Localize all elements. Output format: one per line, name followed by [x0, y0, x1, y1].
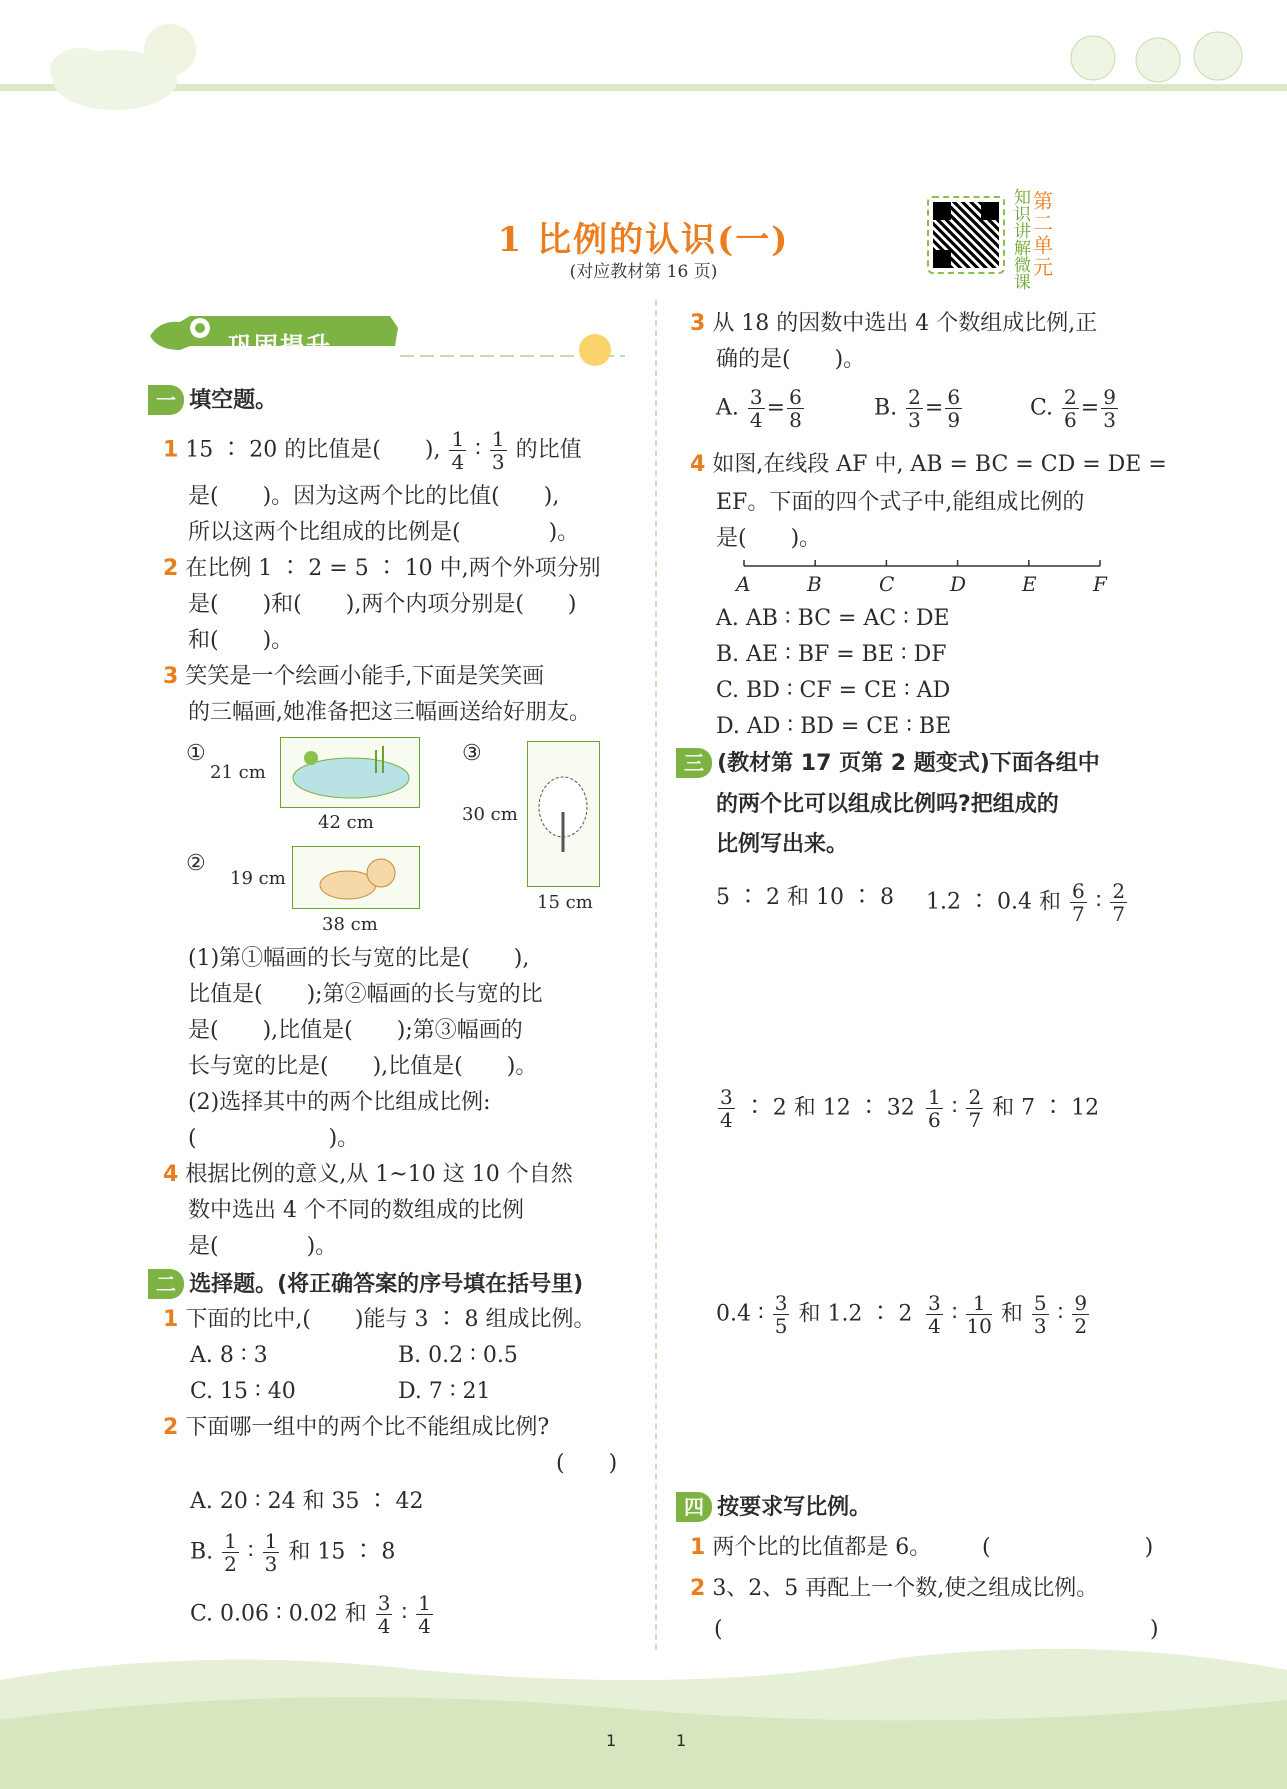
s2-q3-optA[interactable]: A. $\frac{3}{4}$ = $\frac{6}{8}$: [716, 385, 802, 432]
s3-row1-b: 1.2 ∶ 0.4 和 $\frac{6}{7}$ ∶ $\frac{2}{7}$: [926, 879, 1126, 926]
section-4-heading: [676, 1490, 871, 1522]
s1-q1-line3: 所以这两个比组成的比例是( )。: [188, 520, 580, 545]
section-tag: 二: [148, 1269, 184, 1299]
animals-decoration: [1058, 26, 1258, 86]
s2-q4-optC[interactable]: C. BD ∶ CF = CE ∶ AD: [716, 678, 951, 703]
section-3-heading: [676, 746, 1100, 778]
point-label: B: [807, 572, 822, 596]
point-label: E: [1022, 572, 1037, 596]
s2-q4-line2: EF。下面的四个式子中,能组成比例的: [716, 490, 1085, 515]
tree-picture: [527, 741, 600, 887]
s1-q3-ans4: 长与宽的比是( ),比值是( )。: [188, 1054, 538, 1079]
segment-labels: [730, 572, 1110, 598]
s2-q4-optB[interactable]: B. AE ∶ BF = BE ∶ DF: [716, 642, 947, 667]
s2-q3-line1: 3 从 18 的因数中选出 4 个数组成比例,正: [690, 311, 1098, 336]
s4-q2: 2 3、2、5 再配上一个数,使之组成比例。: [690, 1576, 1099, 1601]
sun-cloud-decoration: [20, 10, 220, 120]
section-1-heading: [148, 383, 277, 415]
section-title: 选择题。(将正确答案的序号填在括号里): [189, 1272, 584, 1297]
qr-caption: 知 识 讲 解 微 课 第 二 单 元: [1014, 188, 1053, 293]
s4-q2-paren-close: ): [1150, 1617, 1159, 1642]
banner-label: 巩固提升: [228, 332, 332, 360]
pic3-mark: ③: [462, 741, 482, 766]
s1-q1-line1: 1 15 ∶ 20 的比值是( ), $\frac{1}{4}$ ∶ $\frac{1}{3}$ 的比值: [163, 427, 582, 474]
s3-line2: 的两个比可以组成比例吗?把组成的: [716, 792, 1059, 817]
s1-q2-line3: 和( )。: [188, 628, 294, 653]
s2-q4-optD[interactable]: D. AD ∶ BD = CE ∶ BE: [716, 714, 952, 739]
s2-q3-optB[interactable]: B. $\frac{2}{3}$ = $\frac{6}{9}$: [874, 385, 961, 432]
s1-q3-ans1: (1)第①幅画的长与宽的比是( ),: [188, 946, 530, 971]
section-tag: 一: [148, 385, 184, 415]
section-title: 按要求写比例。: [717, 1495, 872, 1520]
pic1-height: 21 cm: [210, 762, 266, 783]
section-tag: 四: [676, 1492, 712, 1522]
s3-row3-b: $\frac{3}{4}$ ∶ $\frac{1}{10}$ 和 $\frac{5}{3}$ ∶ $\frac{9}{2}$: [928, 1291, 1088, 1338]
pic3-height: 30 cm: [462, 804, 518, 825]
s2-q4-line1: 4 如图,在线段 AF 中, AB = BC = CD = DE =: [690, 452, 1167, 477]
pic1-mark: ①: [186, 741, 206, 766]
s1-q4-line2: 数中选出 4 个不同的数组成的比例: [188, 1198, 524, 1223]
fraction: $\frac{1}{4}$: [451, 427, 465, 474]
point-label: D: [950, 572, 967, 596]
s1-q3-ans2: 比值是( );第②幅画的长与宽的比: [188, 982, 543, 1007]
dog-picture: [292, 846, 420, 909]
s2-q1-line1: 1 下面的比中,( )能与 3 ∶ 8 组成比例。: [163, 1307, 596, 1332]
s4-q1-paren: ( ): [982, 1535, 1154, 1560]
s1-q3-ans3: 是( ),比值是( );第③幅画的: [188, 1018, 523, 1043]
pond-frog-picture: [280, 737, 420, 808]
bottom-hills-decoration: [0, 1640, 1287, 1789]
section-2-heading: [148, 1267, 583, 1299]
s2-q3-line2: 确的是( )。: [716, 347, 866, 372]
s2-q2-optB[interactable]: B. $\frac{1}{2}$ ∶ $\frac{1}{3}$ 和 15 ∶ 8: [190, 1529, 396, 1576]
fraction: $\frac{1}{3}$: [491, 427, 505, 474]
s2-q3-optC[interactable]: C. $\frac{2}{6}$ = $\frac{9}{3}$: [1030, 385, 1116, 432]
s2-q1-optD[interactable]: D. 7 ∶ 21: [398, 1379, 491, 1404]
s3-row1-a: 5 ∶ 2 和 10 ∶ 8: [716, 885, 894, 910]
point-label: F: [1093, 572, 1107, 596]
point-label: A: [736, 572, 751, 596]
s1-q4-line3: 是( )。: [188, 1234, 338, 1259]
s1-q1-line2: 是( )。因为这两个比的比值( ),: [188, 484, 560, 509]
s4-q1: 1 两个比的比值都是 6。: [690, 1535, 932, 1560]
section-title: (教材第 17 页第 2 题变式)下面各组中: [717, 751, 1100, 776]
s2-q2-optC[interactable]: C. 0.06 ∶ 0.02 和 $\frac{3}{4}$ ∶ $\frac{1}{4}$: [190, 1591, 431, 1638]
s2-q1-optA[interactable]: A. 8 ∶ 3: [190, 1343, 268, 1368]
s1-q3-ans5: (2)选择其中的两个比组成比例:: [188, 1090, 491, 1115]
s2-q2-paren: ( ): [556, 1451, 618, 1476]
section-tag: 三: [676, 748, 712, 778]
s1-q4-line1: 4 根据比例的意义,从 1~10 这 10 个自然: [163, 1162, 573, 1187]
page-subtitle: (对应教材第 16 页): [569, 262, 718, 282]
pic3-width: 15 cm: [537, 892, 593, 913]
s1-q2-line1: 2 在比例 1 ∶ 2 = 5 ∶ 10 中,两个外项分别: [163, 556, 601, 581]
page-title: 1 比例的认识(一): [497, 220, 790, 260]
point-label: C: [879, 572, 895, 596]
page-number-left: 1: [606, 1731, 617, 1750]
s3-line3: 比例写出来。: [716, 832, 849, 857]
s2-q1-optB[interactable]: B. 0.2 ∶ 0.5: [398, 1343, 518, 1368]
s1-q3-line2: 的三幅画,她准备把这三幅画送给好朋友。: [188, 700, 591, 725]
s2-q2-line1: 2 下面哪一组中的两个比不能组成比例?: [163, 1415, 550, 1440]
pic2-height: 19 cm: [230, 868, 286, 889]
column-divider: [655, 300, 657, 1650]
pic2-mark: ②: [186, 851, 206, 876]
s3-row2-a: $\frac{3}{4}$ ∶ 2 和 12 ∶ 32: [720, 1085, 915, 1132]
section-title: 填空题。: [189, 388, 278, 413]
qr-code[interactable]: [927, 196, 1005, 274]
section-banner: [150, 306, 630, 368]
s1-q2-line2: 是( )和( ),两个内项分别是( ): [188, 592, 577, 617]
s4-q2-paren-open: (: [714, 1617, 723, 1642]
s2-q2-optA[interactable]: A. 20 ∶ 24 和 35 ∶ 42: [190, 1489, 424, 1514]
s3-row3-a: 0.4 ∶ $\frac{3}{5}$ 和 1.2 ∶ 2: [716, 1291, 913, 1338]
s3-row2-b: $\frac{1}{6}$ ∶ $\frac{2}{7}$ 和 7 ∶ 12: [928, 1085, 1100, 1132]
pic1-width: 42 cm: [318, 812, 374, 833]
s1-q3-line1: 3 笑笑是一个绘画小能手,下面是笑笑画: [163, 664, 545, 689]
s2-q4-optA[interactable]: A. AB ∶ BC = AC ∶ DE: [716, 606, 950, 631]
s2-q4-line3: 是( )。: [716, 526, 822, 551]
page-number-right: 1: [676, 1731, 687, 1750]
pic2-width: 38 cm: [322, 914, 378, 935]
s1-q3-ans6: ( )。: [188, 1126, 360, 1151]
s2-q1-optC[interactable]: C. 15 ∶ 40: [190, 1379, 296, 1404]
